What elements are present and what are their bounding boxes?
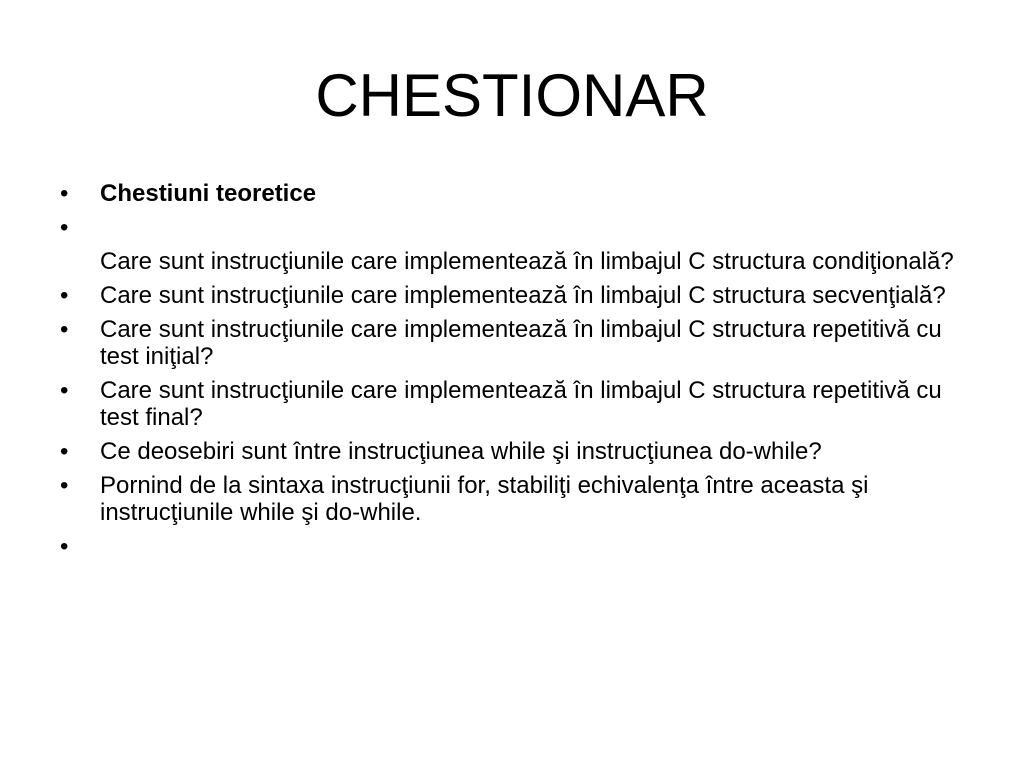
bullet-icon: • [60,472,69,499]
list-item [60,214,980,275]
list-item-text: Pornind de la sintaxa instrucţiunii for, stabiliţi echivalenţa între aceasta şi instrucţiunile while şi do-while. [100,472,869,526]
bullet-icon: • [60,533,69,560]
list-item-text: Ce deosebiri sunt între instrucţiunea while şi instrucţiunea do-while? [100,438,822,465]
bullet-icon: • [60,316,69,343]
bullet-icon: • [60,282,69,309]
bullet-icon: • [60,214,69,241]
bullet-icon: • [60,377,69,404]
list-item [60,377,980,431]
list-item-text: Care sunt instrucţiunile care implementează în limbajul C structura condiţională? [100,248,954,275]
list-item-text: Care sunt instrucţiunile care implementează în limbajul C structura repetitivă cu test final? [100,377,942,431]
list-item [60,180,980,207]
slide-title: CHESTIONAR [315,62,709,129]
list-item [60,438,980,465]
list-item [60,472,980,526]
bullet-icon: • [60,180,69,207]
list-item [60,316,980,370]
list-item-text: Care sunt instrucţiunile care implementează în limbajul C structura secvenţială? [100,282,946,309]
list-item [60,282,980,309]
list-item-text: Chestiuni teoretice [100,180,317,207]
list-item-text: Care sunt instrucţiunile care implementează în limbajul C structura repetitivă cu test iniţial? [100,316,942,370]
bullet-list [60,180,980,560]
bullet-icon: • [60,438,69,465]
